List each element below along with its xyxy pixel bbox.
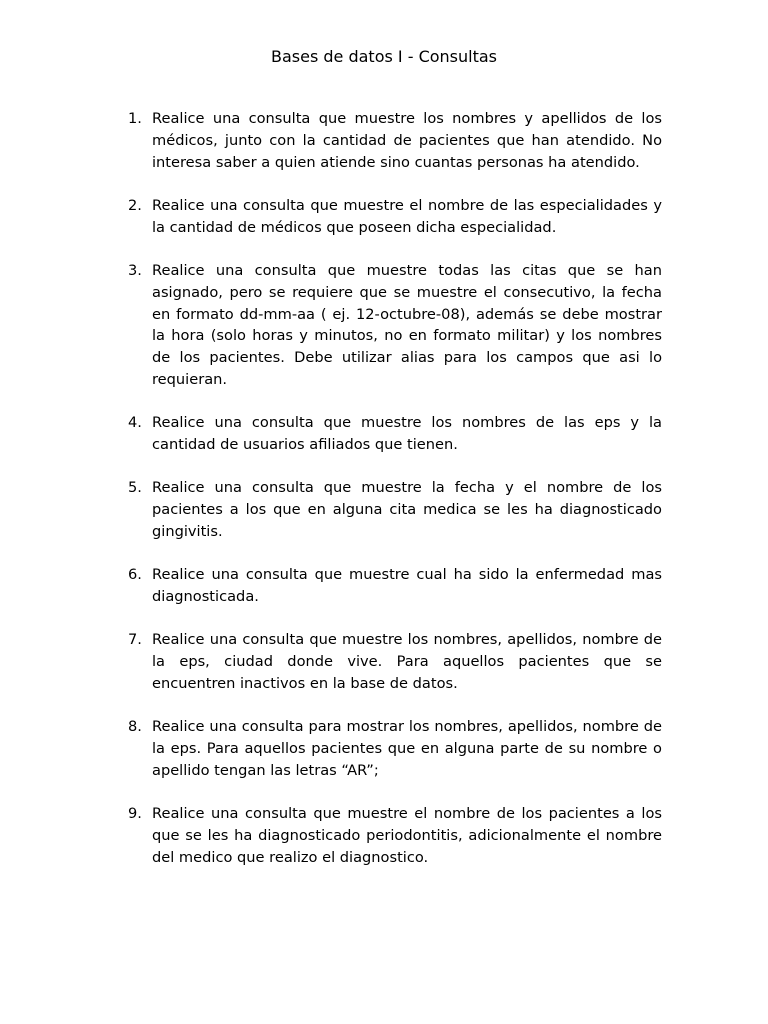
item-number: 8.	[128, 718, 142, 736]
item-text: Realice una consulta para mostrar los nombres, apellidos, nombre de la eps. Para aquellos pacientes que en alguna parte de su nombre o apellido tengan las letras “AR”;	[152, 718, 662, 779]
item-text: Realice una consulta que muestre los nombres y apellidos de los médicos, junto con la cantidad de pacientes que han atendido. No interesa saber a quien atiende sino cuantas personas ha atendido.	[152, 110, 662, 171]
list-item	[128, 108, 662, 173]
list-item	[128, 716, 662, 781]
item-number: 7.	[128, 631, 142, 649]
item-number: 5.	[128, 479, 142, 497]
list-item	[128, 629, 662, 694]
item-number: 3.	[128, 261, 142, 279]
item-text: Realice una consulta que muestre los nombres de las eps y la cantidad de usuarios afiliados que tienen.	[152, 414, 662, 454]
question-list	[128, 108, 662, 890]
document-title: Bases de datos I - Consultas	[270, 47, 497, 66]
item-text: Realice una consulta que muestre la fecha y el nombre de los pacientes a los que en alguna cita medica se les ha diagnosticado gingivitis.	[152, 479, 662, 540]
item-text: Realice una consulta que muestre el nombre de las especialidades y la cantidad de médicos que poseen dicha especialidad.	[152, 196, 662, 236]
item-text: Realice una consulta que muestre el nombre de los pacientes a los que se les ha diagnosticado periodontitis, adicionalmente el nombre del medico que realizo el diagnostico.	[152, 805, 662, 866]
item-number: 2.	[128, 196, 142, 214]
list-item	[128, 564, 662, 608]
list-item	[128, 803, 662, 868]
item-number: 6.	[128, 566, 142, 584]
item-number: 9.	[128, 805, 142, 823]
item-number: 1.	[128, 110, 142, 127]
list-item	[128, 195, 662, 239]
list-item	[128, 477, 662, 542]
item-number: 4.	[128, 414, 142, 432]
item-text: Realice una consulta que muestre los nombres, apellidos, nombre de la eps, ciudad donde vive. Para aquellos pacientes que se encuentren inactivos en la base de datos.	[152, 631, 662, 692]
list-item	[128, 260, 662, 391]
item-text: Realice una consulta que muestre cual ha sido la enfermedad mas diagnosticada.	[152, 566, 662, 606]
item-text: Realice una consulta que muestre todas las citas que se han asignado, pero se requiere que se muestre el consecutivo, la fecha en formato dd-mm-aa ( ej. 12-octubre-08), además se debe mostrar la hora (solo horas y minutos, no en formato militar) y los nombres de los pacientes. Debe utilizar alias para los campos que asi lo requieran.	[152, 261, 662, 388]
list-item	[128, 412, 662, 456]
